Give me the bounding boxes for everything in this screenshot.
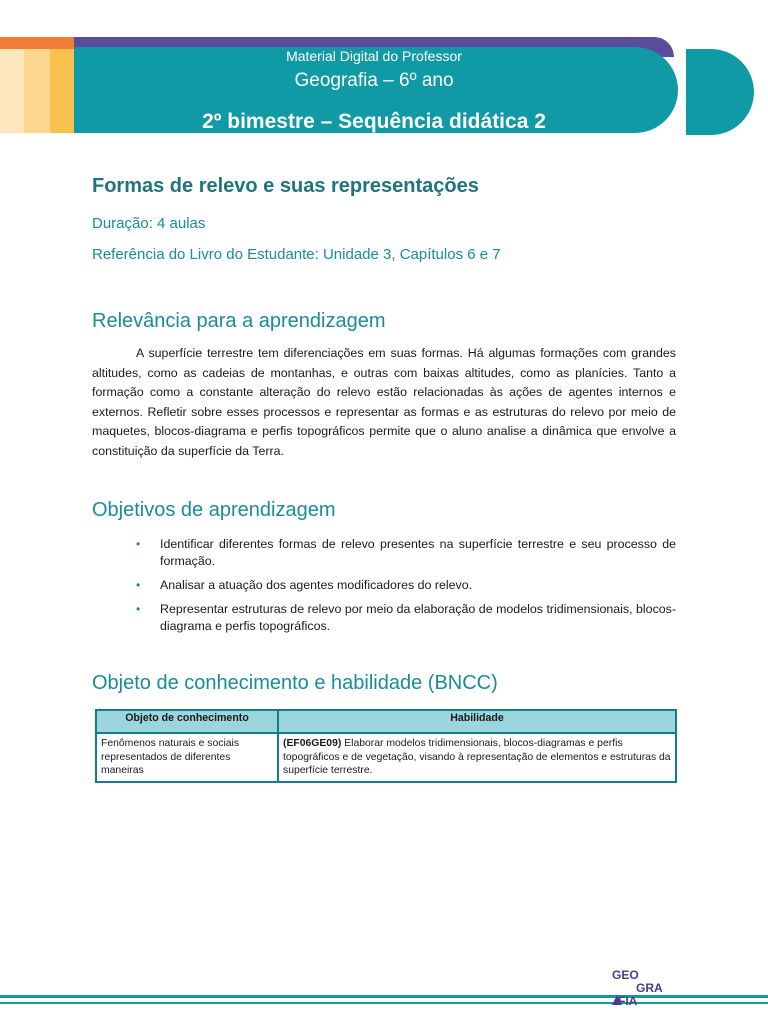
- header-title: 2º bimestre – Sequência didática 2: [202, 110, 546, 133]
- objectives-heading: Objetivos de aprendizagem: [92, 499, 336, 521]
- logo-text-1: GEO: [612, 968, 639, 982]
- table-header-row: [96, 710, 676, 733]
- bullet-icon: •: [136, 602, 141, 616]
- teal-banner-cap: [686, 49, 754, 135]
- logo-triangle-icon: [612, 995, 622, 1005]
- decor-bar-dark: [50, 49, 74, 133]
- skill-cell: [278, 733, 676, 782]
- bullet-icon: •: [136, 578, 141, 592]
- relevance-heading: Relevância para a aprendizagem: [92, 310, 386, 332]
- column-header-object: Objeto de conhecimento: [96, 710, 278, 733]
- table-row: [96, 733, 676, 782]
- bncc-table: [95, 709, 677, 783]
- objective-text: Analisar a atuação dos agentes modificadores do relevo.: [160, 578, 473, 592]
- logo-text-2: GRA: [636, 981, 663, 995]
- objectives-list: [92, 536, 676, 642]
- lesson-duration: Duração: 4 aulas: [92, 215, 206, 232]
- orange-stripe: [0, 37, 74, 49]
- decor-bar-light: [0, 49, 24, 133]
- knowledge-object-cell: Fenômenos naturais e sociais representados de diferentes maneiras: [96, 733, 278, 782]
- header-banner: [0, 0, 768, 142]
- header-subject: Geografia – 6º ano: [294, 70, 454, 91]
- skill-text: Elaborar modelos tridimensionais, blocos-diagramas e perfis topográficos e de vegetação, visando à representação de elementos e estruturas da superfície terrestre.: [283, 738, 671, 776]
- bullet-icon: •: [136, 537, 141, 551]
- objective-text: Representar estruturas de relevo por meio da elaboração de modelos tridimensionais, blocos-diagrama e perfis topográficos.: [160, 602, 676, 633]
- lesson-reference: Referência do Livro do Estudante: Unidade 3, Capítulos 6 e 7: [92, 246, 501, 263]
- logo-text-3: FIA: [618, 994, 638, 1008]
- bncc-heading: Objeto de conhecimento e habilidade (BNCC): [92, 672, 498, 694]
- decor-bar-medium: [24, 49, 50, 133]
- relevance-paragraph: A superfície terrestre tem diferenciações em suas formas. Há algumas formações com grandes altitudes, como as cadeias de montanhas, e outras com baixas altitudes, como as planícies. Tanto a formação como a constante alteração do relevo estão relacionadas às ações de agentes internos e externos. Refletir sobre esses processos e representar as formas e as estruturas do relevo por meio de maquetes, blocos-diagrama e perfis topográficos permite que o aluno analise a dinâmica que envolve a constituição da superfície da Terra.: [92, 346, 676, 458]
- list-item: [92, 577, 676, 594]
- geografia-logo: [612, 966, 672, 1010]
- list-item: [92, 536, 676, 570]
- objective-text: Identificar diferentes formas de relevo presentes na superfície terrestre e seu processo de formação.: [160, 537, 676, 568]
- skill-code: (EF06GE09): [283, 738, 342, 749]
- lesson-title: Formas de relevo e suas representações: [92, 175, 479, 197]
- column-header-skill: Habilidade: [278, 710, 676, 733]
- list-item: [92, 601, 676, 635]
- header-kicker: Material Digital do Professor: [286, 48, 462, 64]
